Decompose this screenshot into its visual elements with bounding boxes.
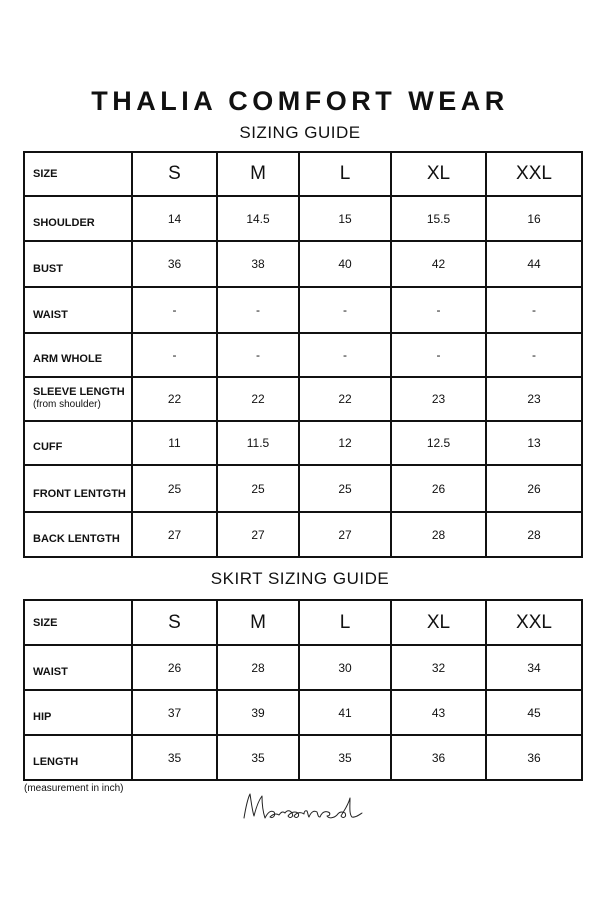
table-row — [24, 241, 582, 287]
measurement-label-text: FRONT LENTGTH — [33, 488, 126, 500]
measurement-value: 28 — [486, 512, 582, 557]
measurement-label — [24, 377, 132, 421]
measurement-value: 35 — [217, 735, 299, 780]
measurement-value: 36 — [391, 735, 486, 780]
measurement-value: 22 — [132, 377, 217, 421]
measurement-label — [24, 241, 132, 287]
measurement-value: 27 — [217, 512, 299, 557]
size-header-cell: M — [217, 600, 299, 645]
size-header-label: SIZE — [24, 600, 132, 645]
size-header-row — [24, 600, 582, 645]
measurement-value: 23 — [391, 377, 486, 421]
measurement-value: 36 — [486, 735, 582, 780]
measurement-label-text: ARM WHOLE — [33, 353, 103, 365]
measurement-value: 22 — [299, 377, 391, 421]
table-row — [24, 512, 582, 557]
measurement-value: 25 — [299, 465, 391, 512]
measurement-value: 42 — [391, 241, 486, 287]
measurement-value: 35 — [132, 735, 217, 780]
maroonred-signature-logo — [238, 788, 388, 828]
measurement-label — [24, 333, 132, 377]
brand-title: THALIA COMFORT WEAR — [91, 86, 509, 116]
size-header-cell: L — [299, 152, 391, 196]
measurement-value: 25 — [132, 465, 217, 512]
measurement-value: 15 — [299, 196, 391, 241]
measurement-value: 32 — [391, 645, 486, 690]
measurement-value: 40 — [299, 241, 391, 287]
measurement-label — [24, 645, 132, 690]
measurement-value: 11.5 — [217, 421, 299, 465]
measurement-value: 28 — [391, 512, 486, 557]
measurement-value: - — [132, 287, 217, 333]
table-row — [24, 196, 582, 241]
size-header-cell: XXL — [486, 600, 582, 645]
measurement-label — [24, 465, 132, 512]
measurement-value: 44 — [486, 241, 582, 287]
measurement-label-text: WAIST — [33, 309, 68, 321]
size-header-cell: XXL — [486, 152, 582, 196]
measurement-value: 26 — [486, 465, 582, 512]
size-header-row — [24, 152, 582, 196]
measurement-label-text: WAIST — [33, 666, 68, 678]
measurement-value: 28 — [217, 645, 299, 690]
measurement-label-text: HIP — [33, 711, 52, 723]
size-header-cell: M — [217, 152, 299, 196]
measurement-value: 37 — [132, 690, 217, 735]
measurement-value: 12 — [299, 421, 391, 465]
measurement-value: 27 — [132, 512, 217, 557]
measurement-value: 15.5 — [391, 196, 486, 241]
measurement-label-text: SHOULDER — [33, 217, 95, 229]
measurement-value: 13 — [486, 421, 582, 465]
measurement-label — [24, 196, 132, 241]
measurement-value: - — [217, 287, 299, 333]
measurement-value: - — [391, 287, 486, 333]
sizing-guide-table — [23, 151, 583, 558]
size-header-cell: S — [132, 600, 217, 645]
sizing-guide-title: SIZING GUIDE — [239, 123, 361, 142]
skirt-sizing-guide-table — [23, 599, 583, 781]
measurement-value: 43 — [391, 690, 486, 735]
measurement-value: 30 — [299, 645, 391, 690]
measurement-label-text: BUST — [33, 263, 63, 275]
measurement-value: - — [391, 333, 486, 377]
measurement-value: 27 — [299, 512, 391, 557]
measurement-value: 12.5 — [391, 421, 486, 465]
measurement-label-subtext: (from shoulder) — [33, 399, 101, 410]
measurement-value: 14 — [132, 196, 217, 241]
skirt-sizing-guide-title: SKIRT SIZING GUIDE — [210, 569, 390, 588]
measurement-value: 34 — [486, 645, 582, 690]
measurement-value: - — [132, 333, 217, 377]
measurement-value: 14.5 — [217, 196, 299, 241]
measurement-value: 41 — [299, 690, 391, 735]
table-row — [24, 690, 582, 735]
measurement-value: - — [486, 333, 582, 377]
measurement-value: - — [299, 333, 391, 377]
measurement-label — [24, 421, 132, 465]
table-row — [24, 421, 582, 465]
measurement-value: 23 — [486, 377, 582, 421]
measurement-value: 35 — [299, 735, 391, 780]
measurement-value: 26 — [391, 465, 486, 512]
table-row — [24, 333, 582, 377]
measurement-label-text: LENGTH — [33, 756, 79, 768]
measurement-label-text: CUFF — [33, 441, 63, 453]
measurement-value: 45 — [486, 690, 582, 735]
measurement-label — [24, 735, 132, 780]
measurement-value: 22 — [217, 377, 299, 421]
table-row — [24, 645, 582, 690]
measurement-value: 26 — [132, 645, 217, 690]
table-row — [24, 735, 582, 780]
measurement-note: (measurement in inch) — [24, 783, 124, 794]
table-row — [24, 287, 582, 333]
size-header-label: SIZE — [24, 152, 132, 196]
table-row — [24, 377, 582, 421]
size-header-cell: XL — [391, 600, 486, 645]
measurement-value: 36 — [132, 241, 217, 287]
table-row — [24, 465, 582, 512]
measurement-label-text: SLEEVE LENGTH — [33, 386, 125, 398]
measurement-value: 11 — [132, 421, 217, 465]
measurement-value: - — [486, 287, 582, 333]
size-header-cell: L — [299, 600, 391, 645]
measurement-value: 39 — [217, 690, 299, 735]
measurement-label — [24, 287, 132, 333]
measurement-value: 38 — [217, 241, 299, 287]
size-header-cell: S — [132, 152, 217, 196]
measurement-value: 16 — [486, 196, 582, 241]
measurement-label — [24, 512, 132, 557]
measurement-value: - — [299, 287, 391, 333]
measurement-value: 25 — [217, 465, 299, 512]
size-header-cell: XL — [391, 152, 486, 196]
measurement-value: - — [217, 333, 299, 377]
measurement-label — [24, 690, 132, 735]
measurement-label-text: BACK LENTGTH — [33, 533, 120, 545]
